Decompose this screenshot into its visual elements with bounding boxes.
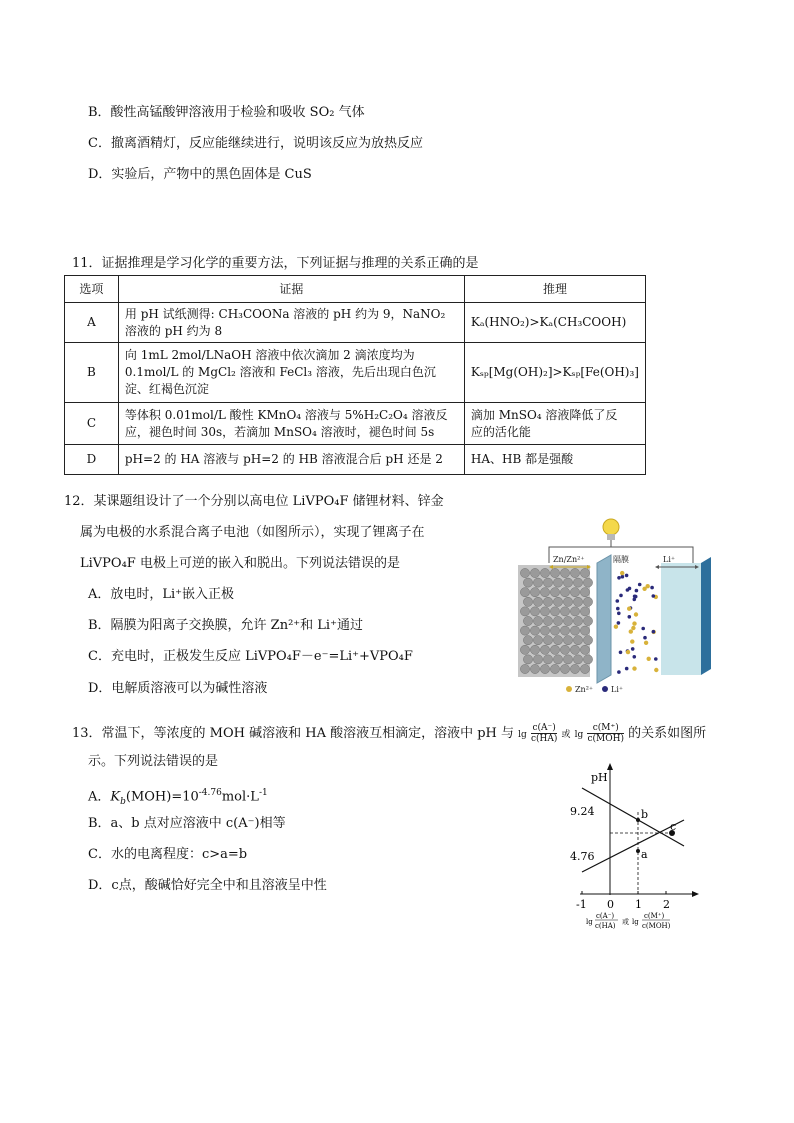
zinc-sphere (550, 588, 559, 597)
li-ion (617, 612, 621, 616)
zinc-sphere (543, 578, 552, 587)
q11-evidence-line: 等体积 0.01mol/L 酸性 KMnO₄ 溶液与 5%H₂C₂O₄ 溶液反 (124, 407, 448, 422)
q13-frac-a-num: c(A⁻) (532, 723, 556, 733)
x-tick-label: -1 (576, 898, 587, 911)
zinc-sphere (530, 626, 539, 635)
li-ion (616, 599, 620, 603)
zinc-sphere (530, 588, 539, 597)
q11-evidence-line: 用 pH 试纸测得: CH₃COONa 溶液的 pH 约为 9，NaNO₂ (124, 306, 446, 321)
point-label-a: a (641, 848, 648, 861)
x-axis-lg-2: lg (632, 918, 639, 926)
y-axis-label: pH (591, 771, 608, 784)
zinc-sphere (533, 636, 542, 645)
zinc-sphere (520, 664, 529, 673)
q11-row-d (65, 445, 646, 475)
li-ion (641, 627, 645, 631)
rising-line (582, 820, 684, 872)
membrane (597, 555, 611, 683)
q11-row-b (65, 343, 646, 403)
zinc-sphere (533, 655, 542, 664)
q11-header-inference: 推理 (464, 276, 645, 303)
zinc-sphere (523, 616, 532, 625)
q13-frac-m-den: c(MOH) (587, 734, 624, 744)
q13-stem-suffix: 的关系如图所 (628, 726, 707, 741)
li-ion (652, 630, 656, 634)
q13-option-d: D．c点，酸碱恰好完全中和且溶液呈中性 (88, 878, 327, 893)
zinc-sphere (563, 578, 572, 587)
zn-ion (629, 629, 633, 633)
zinc-sphere (560, 607, 569, 616)
zinc-sphere (533, 616, 542, 625)
q11-inference-line: Kₐ(HNO₂)>Kₐ(CH₃COOH) (470, 315, 627, 329)
zinc-sphere (520, 568, 529, 577)
zn-ion (644, 641, 648, 645)
q11-row-evidence (118, 343, 464, 403)
zinc-sphere (580, 664, 589, 673)
q11-header-evidence: 证据 (118, 276, 464, 303)
zinc-sphere (573, 636, 582, 645)
zinc-sphere (530, 664, 539, 673)
zinc-sphere (523, 597, 532, 606)
q13-option-c: C．水的电离程度：c>a=b (88, 847, 248, 862)
q12-stem-line3: LiVPO₄F 电极上可逆的嵌入和脱出。下列说法错误的是 (80, 556, 400, 571)
zinc-sphere (540, 645, 549, 654)
zn-ion (631, 626, 635, 630)
ph-graph (566, 760, 708, 932)
zinc-sphere (573, 597, 582, 606)
legend-zn-label: Zn²⁺ (575, 685, 594, 694)
point-label-b: b (641, 808, 649, 821)
zinc-sphere (553, 655, 562, 664)
zinc-sphere (520, 607, 529, 616)
zinc-sphere (553, 597, 562, 606)
q11-row-inference (464, 403, 645, 445)
zinc-sphere (540, 626, 549, 635)
q11-row-inference (464, 303, 645, 343)
li-ion (652, 594, 656, 598)
q12-stem-line1: 12．某课题组设计了一个分别以高电位 LiVPO₄F 储锂材料、锌金 (64, 494, 444, 509)
q12-option-a: A．放电时，Li⁺嵌入正极 (88, 587, 235, 602)
zinc-sphere (560, 568, 569, 577)
zinc-sphere (583, 636, 592, 645)
zinc-sphere (570, 645, 579, 654)
q12-stem-line2: 属为电极的水系混合离子电池（如图所示），实现了锂离子在 (80, 525, 425, 540)
zinc-sphere (570, 664, 579, 673)
li-ion (628, 615, 632, 619)
zn-ion (620, 571, 624, 575)
zinc-sphere (563, 636, 572, 645)
zn-ion (646, 584, 650, 588)
q11-stem: 11．证据推理是学习化学的重要方法，下列证据与推理的关系正确的是 (72, 256, 479, 271)
q11-evidence-line: pH=2 的 HA 溶液与 pH=2 的 HB 溶液混合后 pH 还是 2 (124, 452, 443, 466)
point-a (636, 849, 640, 853)
zinc-sphere (533, 597, 542, 606)
zn-ion (632, 666, 636, 670)
zinc-sphere (580, 626, 589, 635)
falling-line (582, 788, 684, 846)
zinc-electrode (518, 565, 593, 677)
q11-evidence-line: 溶液的 pH 约为 8 (124, 323, 223, 338)
y-axis-arrow (607, 763, 613, 770)
legend-li-dot (602, 686, 608, 692)
q11-row-evidence (118, 303, 464, 343)
q11-row-inference (464, 343, 645, 403)
zinc-sphere (570, 568, 579, 577)
li-ion (617, 621, 621, 625)
li-ion (643, 636, 647, 640)
zinc-sphere (583, 616, 592, 625)
zinc-sphere (580, 645, 589, 654)
x-axis-frac2-num: c(M⁺) (644, 912, 665, 920)
x-tick-label: 2 (663, 898, 670, 911)
zinc-sphere (540, 568, 549, 577)
membrane-label: 隔膜 (613, 555, 629, 564)
zinc-sphere (530, 645, 539, 654)
legend-zn-dot (566, 686, 572, 692)
zinc-sphere (540, 607, 549, 616)
q11-row-c (65, 403, 646, 445)
zinc-sphere (520, 626, 529, 635)
x-axis-lg: lg (586, 918, 593, 926)
q11-evidence-line: 应，褪色时间 30s，若滴加 MnSO₄ 溶液时，褪色时间 5s (124, 424, 435, 439)
q13-stem-line2: 示。下列说法错误的是 (88, 754, 219, 769)
q11-row-option: D (65, 445, 119, 475)
q13-option-b: B．a、b 点对应溶液中 c(A⁻)相等 (88, 816, 286, 831)
zn-ion (614, 625, 618, 629)
li-ion (633, 655, 637, 659)
zn-ion (627, 607, 631, 611)
zn-ion (630, 639, 634, 643)
li-ion (633, 598, 637, 602)
zinc-sphere (570, 588, 579, 597)
zinc-sphere (553, 616, 562, 625)
zinc-sphere (543, 636, 552, 645)
q11-row-a (65, 303, 646, 343)
li-ion (617, 670, 621, 674)
zinc-sphere (580, 588, 589, 597)
li-ion (619, 651, 623, 655)
x-axis-frac1-num: c(A⁻) (596, 912, 615, 920)
light-bulb-icon (603, 519, 619, 547)
zinc-sphere (550, 568, 559, 577)
zinc-sphere (580, 568, 589, 577)
legend-li-label: Li⁺ (611, 685, 624, 694)
x-tick-label: 1 (635, 898, 642, 911)
q13-option-a: A．$K_b(MOH)=10^{-4.76}mol\cdot L^{-1}$ (88, 788, 268, 807)
zinc-sphere (560, 626, 569, 635)
zinc-sphere (550, 607, 559, 616)
zinc-sphere (543, 597, 552, 606)
q11-row-evidence (118, 403, 464, 445)
zinc-sphere (520, 588, 529, 597)
zinc-sphere (560, 645, 569, 654)
q12-option-b: B．隔膜为阳离子交换膜，允许 Zn²⁺和 Li⁺通过 (88, 618, 363, 633)
q12-option-d: D．电解质溶液可以为碱性溶液 (88, 681, 268, 696)
q11-evidence-line: 淀、红褐色沉淀 (124, 382, 209, 396)
zinc-sphere (560, 664, 569, 673)
q10-option-c: C．撤离酒精灯，反应能继续进行，说明该反应为放热反应 (88, 136, 423, 151)
zinc-sphere (563, 597, 572, 606)
q13-fraction-a (531, 723, 557, 744)
q13-lg: lg (518, 730, 527, 740)
li-label: Li⁺ (663, 555, 676, 564)
zinc-sphere (563, 616, 572, 625)
li-ion (654, 657, 658, 661)
x-axis-arrow (692, 891, 699, 897)
q11-row-option: B (65, 343, 119, 403)
q13-lg-2: lg (574, 730, 584, 740)
zinc-sphere (573, 655, 582, 664)
q11-table (64, 275, 646, 475)
zinc-sphere (520, 645, 529, 654)
zinc-sphere (543, 655, 552, 664)
q11-row-option: A (65, 303, 119, 343)
q11-inference-line: Kₛₚ[Mg(OH)₂]>Kₛₚ[Fe(OH)₃] (470, 365, 639, 379)
x-axis-or: 或 (622, 918, 629, 926)
point-b (636, 818, 640, 822)
q11-table-header (65, 276, 646, 303)
zinc-sphere (523, 578, 532, 587)
cathode-electrode (661, 557, 711, 675)
zinc-sphere (570, 626, 579, 635)
li-ion (617, 576, 621, 580)
y-tick-4-76: 4.76 (570, 850, 595, 863)
zinc-sphere (573, 616, 582, 625)
zinc-sphere (523, 636, 532, 645)
zinc-sphere (560, 588, 569, 597)
zinc-sphere (583, 578, 592, 587)
q13-frac-a-den: c(HA) (530, 734, 558, 744)
x-axis-frac1-den: c(HA) (595, 922, 616, 930)
zinc-sphere (563, 655, 572, 664)
q11-evidence-line: 向 1mL 2mol/LNaOH 溶液中依次滴加 2 滴浓度均为 (124, 348, 415, 362)
q13-stem-prefix: 13．常温下，等浓度的 MOH 碱溶液和 HA 酸溶液互相滴定，溶液中 pH 与 (72, 726, 515, 741)
zinc-sphere (553, 578, 562, 587)
q11-inference-line: HA、HB 都是强酸 (470, 452, 574, 466)
q11-row-inference (464, 445, 645, 475)
zn-ion (626, 650, 630, 654)
li-ion (625, 667, 629, 671)
y-tick-9-24: 9.24 (570, 805, 595, 818)
zinc-sphere (540, 588, 549, 597)
q13-frac-m-num: c(M⁺) (587, 723, 624, 734)
q11-row-evidence (118, 445, 464, 475)
q11-inference-line: 应的活化能 (470, 424, 531, 439)
li-ion (621, 575, 625, 579)
li-ion (616, 607, 620, 611)
q11-evidence-line: 0.1mol/L 的 MgCl₂ 溶液和 FeCl₃ 溶液，先后出现白色沉 (124, 365, 436, 379)
x-tick-label: 0 (607, 898, 614, 911)
q11-row-option: C (65, 403, 119, 445)
zinc-sphere (550, 664, 559, 673)
zn-ion (632, 621, 636, 625)
zn-label: Zn/Zn²⁺ (553, 555, 585, 564)
li-ion (650, 586, 654, 590)
zinc-sphere (583, 655, 592, 664)
zinc-sphere (530, 568, 539, 577)
battery-figure (513, 515, 723, 695)
point-label-c: c (670, 820, 677, 833)
q11-inference-line: 滴加 MnSO₄ 溶液降低了反 (470, 407, 618, 422)
zinc-sphere (573, 578, 582, 587)
q12-option-c: C．充电时，正极发生反应 LiVPO₄F－e⁻=Li⁺+VPO₄F (88, 649, 413, 664)
zinc-sphere (583, 597, 592, 606)
zn-ion (647, 657, 651, 661)
zinc-sphere (533, 578, 542, 587)
zinc-sphere (530, 607, 539, 616)
zn-ion (654, 668, 658, 672)
li-ion (625, 574, 629, 578)
q10-option-d: D．实验后，产物中的黑色固体是 CuS (88, 167, 312, 182)
li-ion (635, 589, 639, 593)
q13-fraction-m (587, 723, 624, 744)
zinc-sphere (570, 607, 579, 616)
zinc-sphere (523, 655, 532, 664)
zn-ion (634, 612, 638, 616)
zinc-sphere (580, 607, 589, 616)
x-axis-frac2-den: c(MOH) (642, 922, 671, 930)
q13-or: 或 (561, 730, 571, 740)
zinc-sphere (550, 645, 559, 654)
q11-header-option: 选项 (65, 276, 119, 303)
zinc-sphere (550, 626, 559, 635)
q10-option-b: B．酸性高锰酸钾溶液用于检验和吸收 SO₂ 气体 (88, 105, 365, 120)
li-ion (631, 647, 635, 651)
li-ion (638, 583, 642, 587)
q13-stem-line1 (72, 723, 706, 744)
zinc-sphere (540, 664, 549, 673)
zinc-sphere (543, 616, 552, 625)
zinc-sphere (553, 636, 562, 645)
li-ion (628, 587, 632, 591)
li-ion (619, 594, 623, 598)
